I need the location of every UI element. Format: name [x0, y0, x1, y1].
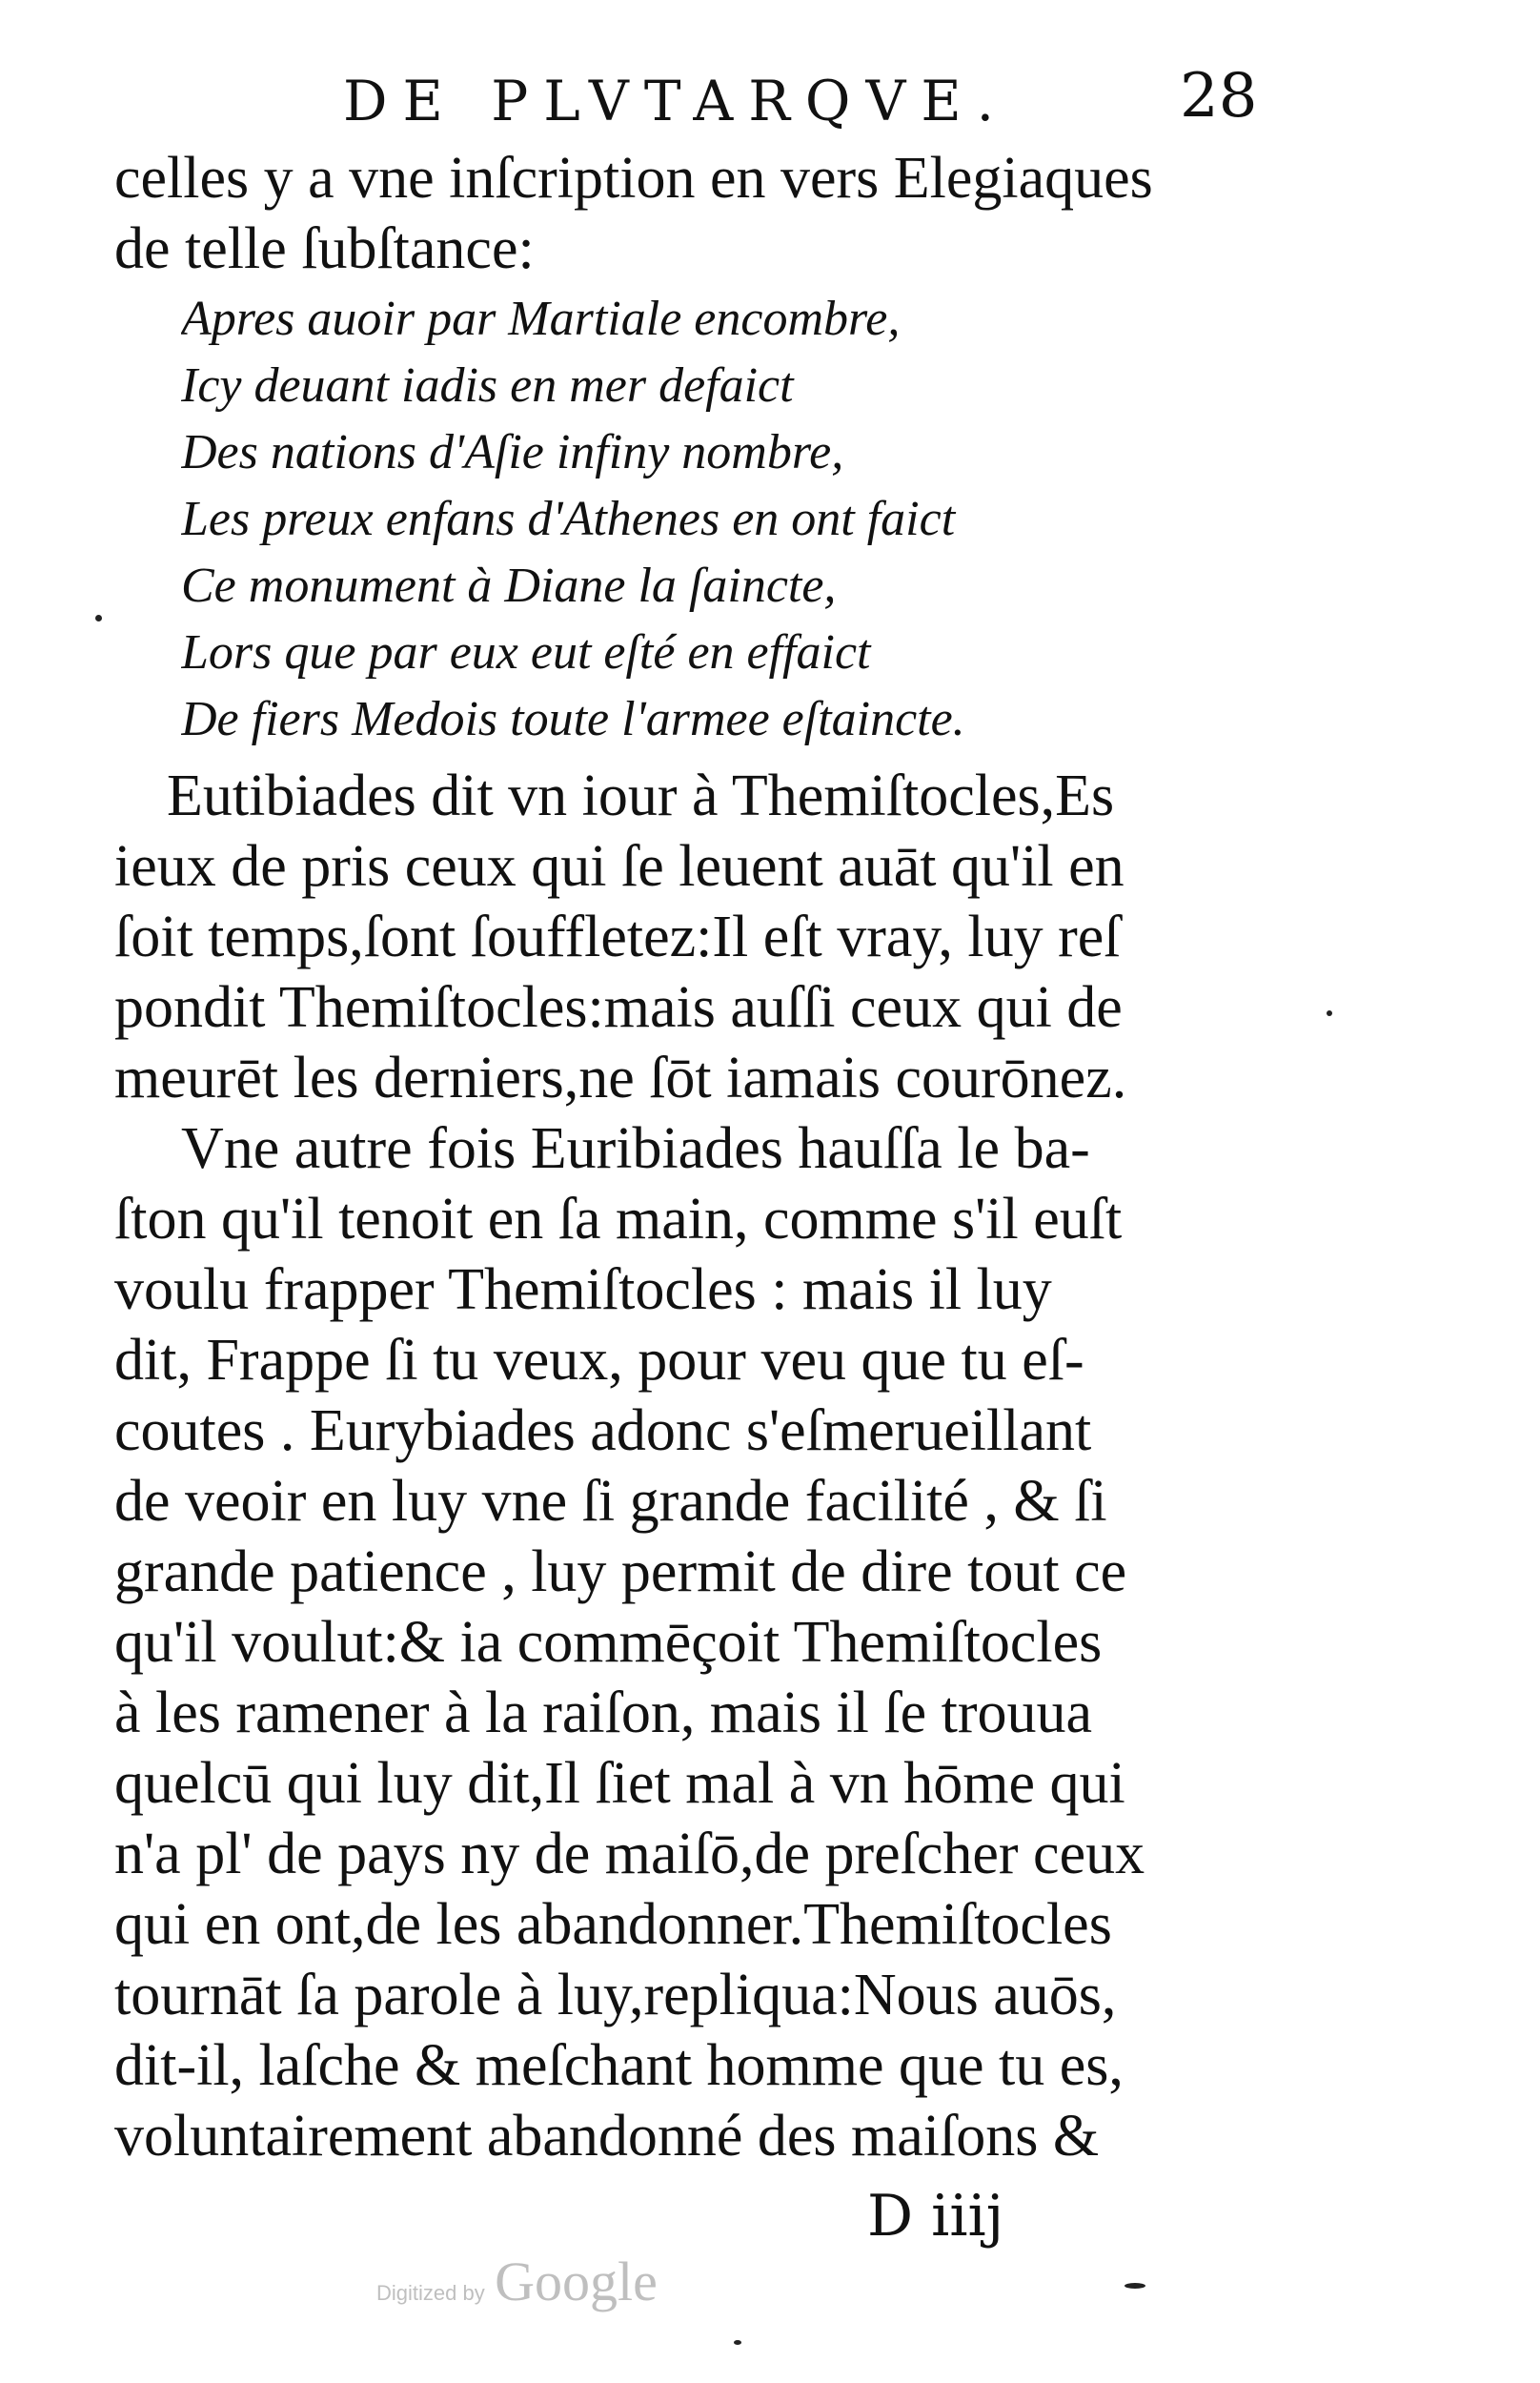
- paragraph-line: dit, Frappe ſi tu veux, pour veu que tu eſ-: [114, 1328, 1084, 1393]
- ink-speck: [1327, 1010, 1332, 1016]
- paragraph-line: quelcū qui luy dit,Il ſiet mal à vn hōme qui: [114, 1751, 1125, 1816]
- verse-line: De fiers Medois toute l'armee eſtaincte.: [181, 692, 965, 746]
- ink-speck: [1125, 2283, 1145, 2289]
- watermark-prefix: Digitized by: [376, 2281, 485, 2305]
- page-number: 28: [1180, 61, 1258, 132]
- paragraph-line: pondit Themiſtocles:mais auſſi ceux qui de: [114, 975, 1123, 1040]
- verse-line: Les preux enfans d'Athenes en ont faict: [181, 492, 956, 546]
- paragraph-line: ieux de pris ceux qui ſe leuent auāt qu'il en: [114, 834, 1125, 899]
- paragraph-line: meurēt les derniers,ne ſōt iamais courōnez.: [114, 1046, 1127, 1110]
- ink-speck: [734, 2340, 741, 2345]
- paragraph-line: qu'il voulut:& ia commēçoit Themiſtocles: [114, 1610, 1103, 1675]
- text-line: celles y a vne inſcription en vers Elegiaques: [114, 146, 1153, 211]
- paragraph-line: n'a pl' de pays ny de maiſō,de preſcher ceux: [114, 1822, 1145, 1886]
- paragraph-line: grande patience , luy permit de dire tout ce: [114, 1539, 1127, 1604]
- verse-line: Lors que par eux eut eſté en effaict: [181, 625, 871, 680]
- digitization-watermark: [376, 2250, 658, 2313]
- paragraph-line: voulu frapper Themiſtocles : mais il luy: [114, 1257, 1052, 1322]
- paragraph-line: tournāt ſa parole à luy,repliqua:Nous auōs,: [114, 1963, 1117, 2027]
- paragraph-line: ſton qu'il tenoit en ſa main, comme s'il euſt: [114, 1187, 1123, 1252]
- paragraph-line: de veoir en luy vne ſi grande facilité , & ſi: [114, 1469, 1107, 1534]
- ink-speck: [95, 615, 102, 621]
- verse-line: Ce monument à Diane la ſaincte,: [181, 559, 837, 613]
- paragraph-line: à les ramener à la raiſon, mais il ſe trouua: [114, 1680, 1093, 1745]
- paragraph-line: ſoit temps,ſont ſouffletez:Il eſt vray, luy reſ: [114, 905, 1121, 969]
- paragraph-line: voluntairement abandonné des maiſons &: [114, 2104, 1100, 2169]
- verse-line: Icy deuant iadis en mer defaict: [181, 358, 794, 413]
- paragraph-line: dit-il, laſche & meſchant homme que tu es,: [114, 2033, 1124, 2098]
- verse-line: Apres auoir par Martiale encombre,: [181, 292, 901, 346]
- paragraph-line: Vne autre fois Euribiades hauſſa le ba-: [181, 1116, 1090, 1181]
- verse-line: Des nations d'Aſie infiny nombre,: [181, 425, 844, 479]
- paragraph-line: qui en ont,de les abandonner.Themiſtocles: [114, 1892, 1112, 1957]
- running-head: DE PLVTARQVE.: [343, 69, 1010, 133]
- text-line: de telle ſubſtance:: [114, 216, 535, 281]
- paragraph-line: coutes . Eurybiades adonc s'eſmerueillant: [114, 1398, 1092, 1463]
- google-logo: Google: [495, 2251, 658, 2312]
- signature-mark: D iiij: [867, 2183, 1004, 2250]
- paragraph-line: Eutibiades dit vn iour à Themiſtocles,Es: [167, 764, 1115, 828]
